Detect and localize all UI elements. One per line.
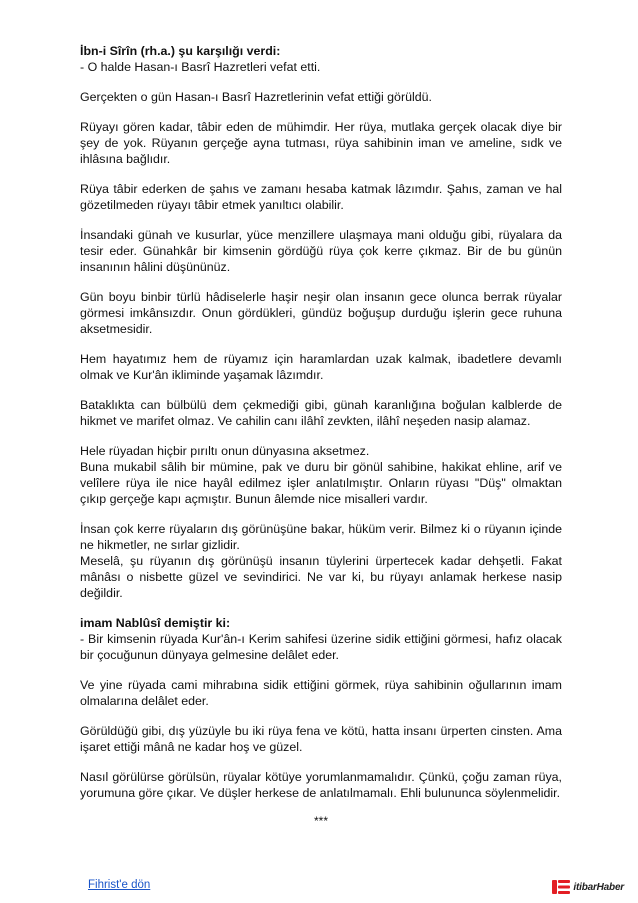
paragraph: Gün boyu binbir türlü hâdiselerle haşir neşir olan insanın gece olunca berrak rüyalar görmesi imkânsızdır. Onun gördükleri, gündüz boğuşup durduğu işlerin gece ruhuna aksetmesidir. (80, 290, 562, 336)
paragraph: Nasıl görülürse görülsün, rüyalar kötüye yorumlanmamalıdır. Çünkü, çoğu zaman rüya, yorumuna göre çıkar. Ve düşler herkese de anlatılmamalı. Ehli bulununca söylenmelidir. (80, 770, 562, 800)
paragraph-line: Hele rüyadan hiçbir pırıltı onun dünyasına aksetmez. (80, 444, 370, 458)
paragraph: Gerçekten o gün Hasan-ı Basrî Hazretlerinin vefat ettiği görüldü. (80, 90, 432, 104)
logo-mark-icon (552, 880, 570, 894)
paragraph: Bataklıkta can bülbülü dem çekmediği gibi, günah karanlığına boğulan kalblerde de hikmet ve marifet olmaz. Ve cahilin canı ilâhî zevkten, ilâhî neşeden nasip alamaz. (80, 398, 562, 428)
paragraph: Ve yine rüyada cami mihrabına sidik ettiğini görmek, rüya sahibinin oğullarının imam olmalarına delâlet eder. (80, 678, 562, 708)
paragraph: Rüya tâbir ederken de şahıs ve zamanı hesaba katmak lâzımdır. Şahıs, zaman ve hal gözetilmeden rüyayı tâbir etmek yanıltıcı olabilir. (80, 182, 562, 212)
paragraph (80, 443, 562, 507)
paragraph-text: - Bir kimsenin rüyada Kur'ân-ı Kerim sahifesi üzerine sidik ettiğini görmesi, hafız olacak bir çocuğunun dünyaya gelmesine delâlet eder. (80, 632, 562, 662)
paragraph: Hem hayatımız hem de rüyamız için haramlardan uzak kalmak, ibadetlere devamlı olmak ve Kur'ân ikliminde yaşamak lâzımdır. (80, 352, 562, 382)
itibarhaber-logo (552, 878, 624, 896)
paragraph: İnsandaki günah ve kusurlar, yüce menzillere ulaşmaya mani olduğu gibi, rüyalara da tesir eder. Günahkâr bir kimsenin gördüğü rüya çok kerre çıkmaz. Bir de bu günün insanının hâlini düşününüz. (80, 228, 562, 274)
paragraph (80, 615, 562, 663)
paragraph (80, 43, 562, 75)
paragraph-line: Meselâ, şu rüyanın dış görünüşü insanın tüylerini ürpertecek kadar dehşetli. Fakat mânâsı o nisbette güzel ve sevindirici. Ne var ki, bu rüyayı anlamak herkese nasip değildir. (80, 554, 562, 600)
logo-text: itibarHaber (573, 881, 624, 893)
back-to-index-link[interactable]: Fihrist'e dön (88, 879, 151, 891)
paragraph: Görüldüğü gibi, dış yüzüyle bu iki rüya fena ve kötü, hatta insanı ürperten cinsten. Ama işaret ettiği mânâ ne kadar hoş ve güzel. (80, 724, 562, 754)
paragraph-heading: İbn-i Sîrîn (rh.a.) şu karşılığı verdi: (80, 44, 281, 58)
paragraph-line: İnsan çok kerre rüyaların dış görünüşüne bakar, hüküm verir. Bilmez ki o rüyanın içinde ne hikmetler, ne sırlar gizlidir. (80, 522, 562, 552)
paragraph-line: Buna mukabil sâlih bir mümine, pak ve duru bir gönül sahibine, hakikat ehline, arif ve velîlere rüya ile nice hayâl edilmez işler anlatılmıştır. Onların rüyası "Düş" olmaktan çıkıp gerçeğe kapı açmıştır. Bunun âlemde nice misalleri vardır. (80, 460, 562, 506)
section-separator: *** (313, 814, 328, 828)
paragraph: Rüyayı gören kadar, tâbir eden de mühimdir. Her rüya, mutlaka gerçek olacak diye bir şey de yok. Rüyanın gerçeğe ayna tutması, rüya sahibinin iman ve ameline, sıdk ve ihlâsına bağlıdır. (80, 120, 562, 166)
document-body (80, 43, 562, 829)
paragraph-heading: imam Nablûsî demiştir ki: (80, 616, 231, 630)
paragraph-text: - O halde Hasan-ı Basrî Hazretleri vefat etti. (80, 60, 321, 74)
paragraph (80, 521, 562, 601)
